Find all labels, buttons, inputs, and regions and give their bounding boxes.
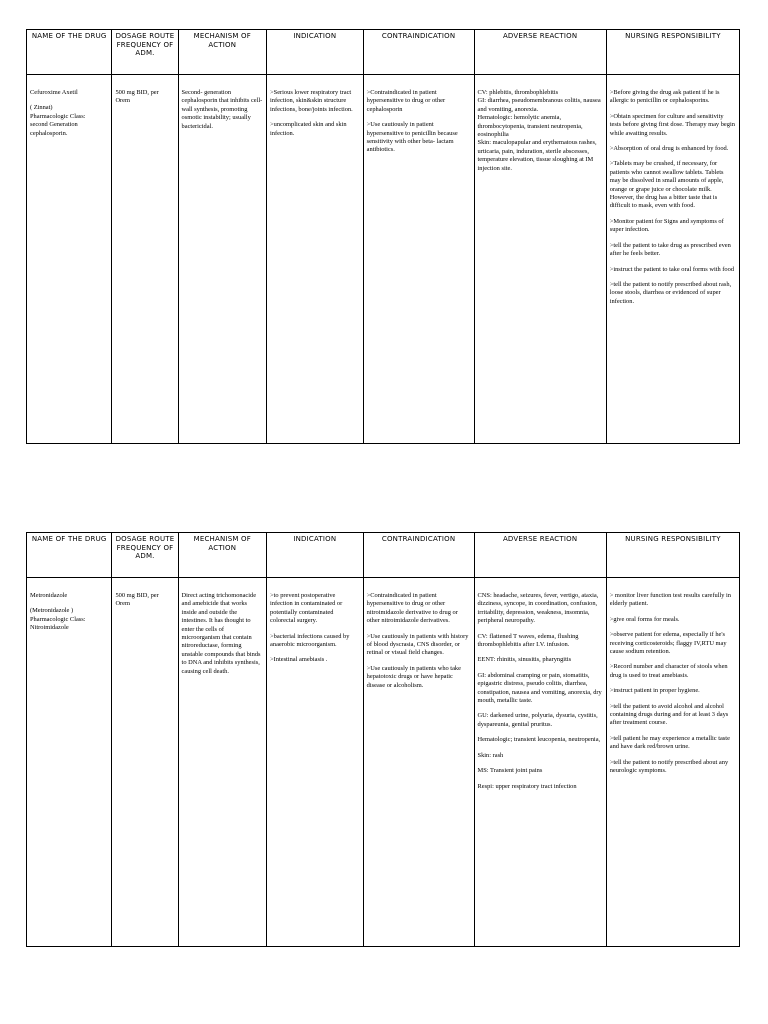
drug-card-metronidazole [26, 532, 740, 947]
drug-class-label: Pharmacologic Class: [30, 615, 86, 623]
nursing-item: >Monitor patient for Signs and symptoms of super infection. [609, 217, 724, 234]
mechanism-text: Direct acting trichomonacide and amebicide that works inside and outside the intestines. It has thought to enter the cells of microorganism that contain nitroreductase, forming unstable compounds that binds to DNA and inhibits synthesis, causing cell death. [181, 592, 261, 675]
header-adverse-reaction: ADVERSE REACTION [474, 533, 606, 578]
nursing-item: >Obtain specimen for culture and sensitivity tests before giving first dose. Therapy may begin while awaiting results. [609, 112, 735, 137]
header-drug-name: NAME OF THE DRUG [27, 30, 112, 75]
indication-item: >bacterial infections caused by anaerobic microorganism. [270, 632, 350, 649]
nursing-item: >tell the patient to take drug as prescribed even after he feels better. [609, 241, 731, 258]
contraindication-item: >Use cautiously in patients who take hepatotoxic drugs or have hepatic disease or alcoholism. [366, 664, 461, 689]
nursing-item: >instruct patient in proper hygiene. [609, 687, 700, 695]
nursing-responsibility-cell [606, 578, 739, 947]
header-row [27, 30, 740, 75]
nursing-item: >tell patient he may experience a metallic taste and have dark red/brown urine. [609, 734, 730, 751]
contraindication-item: >Contraindicated in patient hypersensitive to drug or other cephalosporin [366, 89, 446, 113]
drug-card-cefuroxime [26, 29, 740, 444]
drug-row [27, 75, 740, 444]
nursing-item: >give oral forms for meals. [609, 615, 680, 623]
nursing-item: >Tablets may be crushed, if necessary, for patients who cannot swallow tablets. Tablets may be dissolved in small amounts of apple, orange or grape juice or chocolate milk. However, the drug has a bitter taste that is difficult to mask, even with food. [609, 160, 724, 210]
adverse-item: GI: diarrhea, pseudomembranous colitis, nausea and vomiting, anorexia. [477, 97, 601, 113]
indication-item: >uncomplicated skin and skin infection. [270, 121, 347, 137]
header-contraindication: CONTRAINDICATION [363, 30, 474, 75]
nursing-item: > monitor liver function test results carefully in elderly patient. [609, 592, 732, 608]
mechanism-cell [178, 578, 266, 947]
indication-cell [267, 75, 364, 444]
adverse-item: GI: abdominal cramping or pain, stomatitis, epigastric distress, pseudo colitis, diarrhea, constipation, nausea and vomiting, anorexia, dry mouth, metallic taste. [477, 671, 602, 705]
nursing-item: >tell the patient to avoid alcohol and alcohol containing drugs during and for at least 3 days after treatment course. [609, 702, 729, 727]
adverse-item: Hematologic: hemolytic anemia, thrombocytopenia, transient neutropenia, eosinophilia [477, 114, 583, 139]
header-indication: INDICATION [267, 30, 364, 75]
indication-item: >Serious lower respiratory tract infection, skin&skin structure infections, bone/joints infection. [270, 89, 353, 113]
dosage-cell [112, 75, 178, 444]
header-contraindication: CONTRAINDICATION [363, 533, 474, 578]
drug-row [27, 578, 740, 947]
nursing-item: >Absorption of oral drug is enhanced by food. [609, 145, 729, 153]
drug-name-cell [27, 75, 112, 444]
adverse-item: EENT: rhinitis, sinusitis, pharyngitis [477, 656, 572, 664]
indication-item: >Intestinal amebiasis . [270, 656, 328, 664]
contraindication-item: >Use cautiously in patients with history of blood dyscrasia, CNS disorder, or retinal or visual field changes. [366, 632, 469, 657]
dosage-cell [112, 578, 178, 947]
drug-class-label: Pharmacologic Class: [30, 112, 86, 120]
dosage-text: 500 mg BID, per Orem [115, 89, 159, 105]
nursing-item: >Before giving the drug ask patient if he is allergic to penicillin or cephalosporins. [609, 89, 720, 105]
mechanism-cell [178, 75, 266, 444]
header-dosage: DOSAGE ROUTE FREQUENCY OF ADM. [112, 30, 178, 75]
header-row [27, 533, 740, 578]
adverse-reaction-cell [474, 578, 606, 947]
drug-class: Nitroimidazole [30, 624, 69, 632]
adverse-item: MS: Transient joint pains [477, 767, 543, 775]
adverse-reaction-cell [474, 75, 606, 444]
drug-brand: (Metronidazole ) [30, 607, 74, 615]
header-nursing-responsibility: NURSING RESPONSIBILITY [606, 533, 739, 578]
contraindication-item: >Use cautiously in patient hypersensitive to penicillin because sensitivity with other beta- lactam antibiotics. [366, 121, 458, 154]
adverse-item: CV: flattened T waves, edema, flushing thrombophlebitis after I.V. infusion. [477, 632, 579, 649]
adverse-item: Skin: rash [477, 751, 504, 759]
header-mechanism: MECHANISM OF ACTION [178, 30, 266, 75]
header-adverse-reaction: ADVERSE REACTION [474, 30, 606, 75]
nursing-item: >Record number and character of stools when drug is used to treat amebiasis. [609, 663, 728, 679]
indication-item: >to prevent postoperative infection in contaminated or potentially contaminated colorectal surgery. [270, 592, 343, 625]
mechanism-text: Second- generation cephalosporin that inhibits cell-wall synthesis, promoting osmotic instability; usually bactericidal. [181, 89, 263, 130]
adverse-item: Respi: upper respiratory tract infection [477, 782, 577, 790]
contraindication-cell [363, 75, 474, 444]
header-mechanism: MECHANISM OF ACTION [178, 533, 266, 578]
header-drug-name: NAME OF THE DRUG [27, 533, 112, 578]
header-indication: INDICATION [267, 533, 364, 578]
header-nursing-responsibility: NURSING RESPONSIBILITY [606, 30, 739, 75]
drug-brand: ( Zinnat) [30, 104, 53, 112]
adverse-item: GU: darkened urine, polyuria, dysuria, cystitis, dyspareunia, genital pruritus. [477, 712, 598, 728]
drug-name: Cefuroxime Axetil [30, 89, 78, 96]
drug-name-cell [27, 578, 112, 947]
contraindication-item: >Contraindicated in patient hypersensitive to drug or other nitroimidazole derivative to drug or other nitroimidazole derivatives. [366, 592, 458, 625]
nursing-item: >instruct the patient to take oral forms with food [609, 265, 735, 273]
header-dosage: DOSAGE ROUTE FREQUENCY OF ADM. [112, 533, 178, 578]
nursing-item: >tell the patient to notify prescribed about any neurologic symptoms. [609, 758, 729, 775]
adverse-item: CNS: headache, seizures, fever, vertigo, ataxia, dizziness, syncope, in coordination, confusion, irritability, depression, weakness, insomnia, peripheral neuropathy. [477, 592, 599, 625]
indication-cell [267, 578, 364, 947]
dosage-text: 500 mg BID, per Orem [115, 592, 159, 608]
adverse-item: CV: phlebitis, thrombophlebitis [477, 89, 559, 96]
nursing-responsibility-cell [606, 75, 739, 444]
drug-class: second Generation cephalosporin. [30, 121, 78, 137]
nursing-item: >tell the patient to notify prescribed about rash, loose stools, diarrhea or evidenced of super infection. [609, 280, 732, 305]
adverse-item: Skin: maculopapular and erythematous rashes, urticaria, pain, induration, sterile abscesses, temperature elevation, tissue sloughing at IM injection site. [477, 139, 597, 172]
nursing-item: >observe patient for edema, especially if he's receiving corticosteroids; flaggy IV,RTU may cause sodium retention. [609, 631, 727, 656]
adverse-item: Hematologic; transient leucopenia, neutropenia, [477, 736, 601, 744]
drug-name: Metronidazole [30, 592, 68, 599]
contraindication-cell [363, 578, 474, 947]
